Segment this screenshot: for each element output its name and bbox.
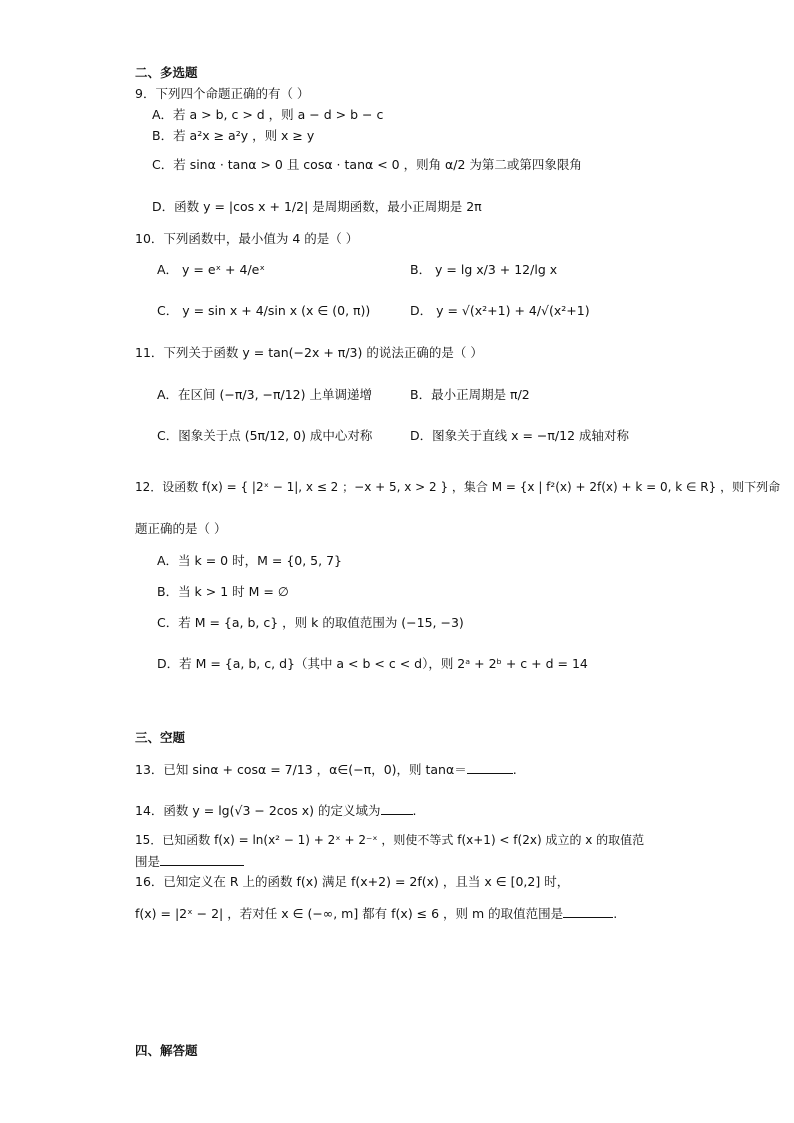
q11-option-b: B．最小正周期是 π/2 <box>410 387 530 402</box>
q13 <box>135 761 517 777</box>
q12-option-c: C．若 M = {a, b, c} ，则 k 的取值范围为 (−15, −3) <box>157 615 464 630</box>
q12-stem-line1: 12．设函数 f(x) = { |2ˣ − 1|, x ≤ 2 ；−x + 5, x > 2 } ，集合 M = {x | f²(x) + 2f(x) + k = 0, k ∈ R} ，则下列命 <box>135 480 781 494</box>
q11-option-c: C．图象关于点 (5π/12, 0) 成中心对称 <box>157 428 373 443</box>
section-fill-in: 三、空题 <box>135 730 186 745</box>
q13-period: . <box>512 762 517 777</box>
q16-line1: 16．已知定义在 R 上的函数 f(x) 满足 f(x+2) = 2f(x) ，且当 x ∈ [0,2] 时， <box>135 874 570 889</box>
q16-line2 <box>135 905 617 921</box>
section-answer: 四、解答题 <box>135 1043 198 1058</box>
q16-period: . <box>613 906 618 921</box>
q9-option-a: A．若 a > b, c > d ，则 a − d > b − c <box>152 107 384 122</box>
q12-option-b: B．当 k > 1 时 M = ∅ <box>157 584 289 599</box>
q9-option-b: B．若 a²x ≥ a²y ，则 x ≥ y <box>152 128 315 143</box>
q12-option-d: D．若 M = {a, b, c, d}（其中 a < b < c < d），则 2ᵃ + 2ᵇ + c + d = 14 <box>157 656 588 671</box>
q11-stem: 11．下列关于函数 y = tan(−2x + π/3) 的说法正确的是（ ） <box>135 345 483 360</box>
q10-option-d: D． y = √(x²+1) + 4/√(x²+1) <box>410 303 590 318</box>
q14-answer-blank <box>381 802 413 815</box>
q9-stem: 9．下列四个命题正确的有（ ） <box>135 86 310 101</box>
q10-stem: 10．下列函数中，最小值为 4 的是（ ） <box>135 231 359 246</box>
q15-line1: 15．已知函数 f(x) = ln(x² − 1) + 2ˣ + 2⁻ˣ ，则使不等式 f(x+1) < f(2x) 成立的 x 的取值范 <box>135 833 645 847</box>
q11-option-d: D．图象关于直线 x = −π/12 成轴对称 <box>410 428 630 443</box>
q15-text2: 围是 <box>135 854 161 869</box>
section-multiple-choice: 二、多选题 <box>135 65 198 80</box>
q16-answer-blank <box>563 905 613 918</box>
q9-option-c: C．若 sinα · tanα > 0 且 cosα · tanα < 0 ，则角 α/2 为第二或第四象限角 <box>152 157 582 172</box>
q11-option-a: A．在区间 (−π/3, −π/12) 上单调递增 <box>157 387 372 402</box>
q15-answer-blank <box>160 853 244 866</box>
q10-option-a: A． y = eˣ + 4/eˣ <box>157 262 265 277</box>
q14-text: 14．函数 y = lg(√3 − 2cos x) 的定义域为 <box>135 803 381 818</box>
q14 <box>135 802 417 818</box>
q12-stem-line2: 题正确的是（ ） <box>135 521 227 536</box>
q14-period: . <box>412 803 417 818</box>
q16-text2: f(x) = |2ˣ − 2| ，若对任 x ∈ (−∞, m] 都有 f(x) ≤ 6 ，则 m 的取值范围是 <box>135 906 564 921</box>
q9-option-d: D．函数 y = |cos x + 1/2| 是周期函数，最小正周期是 2π <box>152 199 482 214</box>
q10-option-b: B． y = lg x/3 + 12/lg x <box>410 262 558 277</box>
q13-answer-blank <box>467 761 513 774</box>
q13-text: 13．已知 sinα + cosα = 7/13 ，α∈(−π，0)，则 tanα＝ <box>135 762 467 777</box>
q10-option-c: C． y = sin x + 4/sin x (x ∈ (0, π)) <box>157 303 371 318</box>
q12-option-a: A．当 k = 0 时，M = {0, 5, 7} <box>157 553 342 568</box>
q15-line2 <box>135 853 244 869</box>
